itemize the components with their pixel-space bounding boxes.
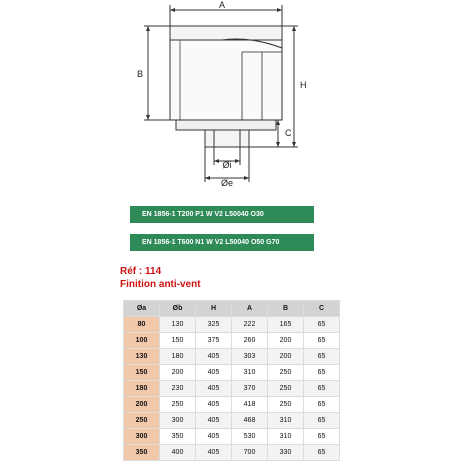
table-row bbox=[124, 333, 340, 349]
table-cell: 65 bbox=[304, 429, 340, 445]
table-cell: 303 bbox=[232, 349, 268, 365]
table-cell: 65 bbox=[304, 349, 340, 365]
table-cell: 200 bbox=[124, 397, 160, 413]
table-cell: 150 bbox=[124, 365, 160, 381]
table-cell: 230 bbox=[160, 381, 196, 397]
table-cell: 375 bbox=[196, 333, 232, 349]
table-cell: 65 bbox=[304, 333, 340, 349]
table-cell: 370 bbox=[232, 381, 268, 397]
table-cell: 250 bbox=[268, 397, 304, 413]
table-cell: 222 bbox=[232, 317, 268, 333]
column-header: Øb bbox=[160, 301, 196, 317]
reference-title: Réf : 114 bbox=[120, 266, 162, 277]
table-cell: 80 bbox=[124, 317, 160, 333]
table-cell: 310 bbox=[232, 365, 268, 381]
column-header: B bbox=[268, 301, 304, 317]
column-header: Øa bbox=[124, 301, 160, 317]
table-cell: 300 bbox=[124, 429, 160, 445]
table-cell: 405 bbox=[196, 445, 232, 461]
table-cell: 65 bbox=[304, 317, 340, 333]
dim-label-h: H bbox=[300, 80, 307, 90]
table-cell: 65 bbox=[304, 381, 340, 397]
table-cell: 405 bbox=[196, 365, 232, 381]
column-header: A bbox=[232, 301, 268, 317]
table-cell: 310 bbox=[268, 413, 304, 429]
table-cell: 350 bbox=[160, 429, 196, 445]
table-cell: 530 bbox=[232, 429, 268, 445]
technical-drawing bbox=[0, 0, 452, 200]
table-row bbox=[124, 429, 340, 445]
table-cell: 405 bbox=[196, 349, 232, 365]
table-cell: 405 bbox=[196, 429, 232, 445]
table-cell: 150 bbox=[160, 333, 196, 349]
table-cell: 250 bbox=[268, 365, 304, 381]
table-row bbox=[124, 381, 340, 397]
dim-label-a: A bbox=[218, 0, 226, 10]
cap-base bbox=[176, 120, 276, 130]
table-row bbox=[124, 365, 340, 381]
table-cell: 200 bbox=[268, 349, 304, 365]
arrowhead bbox=[170, 8, 175, 12]
table-cell: 330 bbox=[268, 445, 304, 461]
arrowhead bbox=[205, 176, 210, 180]
arrowhead bbox=[235, 159, 240, 163]
table-cell: 180 bbox=[124, 381, 160, 397]
table-cell: 405 bbox=[196, 381, 232, 397]
table-cell: 65 bbox=[304, 397, 340, 413]
table-cell: 468 bbox=[232, 413, 268, 429]
arrowhead bbox=[292, 26, 296, 31]
arrowhead bbox=[146, 26, 150, 31]
table-row bbox=[124, 445, 340, 461]
table-cell: 250 bbox=[268, 381, 304, 397]
table-cell: 250 bbox=[124, 413, 160, 429]
dim-label-b: B bbox=[136, 69, 144, 79]
table-cell: 65 bbox=[304, 413, 340, 429]
arrowhead bbox=[292, 142, 296, 147]
arrowhead bbox=[146, 115, 150, 120]
cap-top bbox=[170, 26, 282, 40]
table-cell: 418 bbox=[232, 397, 268, 413]
table-cell: 130 bbox=[124, 349, 160, 365]
table-cell: 180 bbox=[160, 349, 196, 365]
table-cell: 700 bbox=[232, 445, 268, 461]
table-row bbox=[124, 413, 340, 429]
table-cell: 300 bbox=[160, 413, 196, 429]
arrowhead bbox=[277, 8, 282, 12]
table-row bbox=[124, 397, 340, 413]
table-row bbox=[124, 349, 340, 365]
column-header: H bbox=[196, 301, 232, 317]
arrowhead bbox=[276, 142, 280, 147]
certification-band: EN 1856-1 T200 P1 W V2 L50040 O30 bbox=[130, 206, 314, 223]
table-header-row bbox=[124, 301, 340, 317]
table-cell: 200 bbox=[268, 333, 304, 349]
table-cell: 250 bbox=[160, 397, 196, 413]
table-row bbox=[124, 317, 340, 333]
table-cell: 65 bbox=[304, 365, 340, 381]
dimensions-table bbox=[123, 300, 340, 461]
table-cell: 260 bbox=[232, 333, 268, 349]
table-cell: 400 bbox=[160, 445, 196, 461]
table-cell: 310 bbox=[268, 429, 304, 445]
dim-label-oi: Øi bbox=[222, 160, 232, 170]
arrowhead bbox=[244, 176, 249, 180]
table-cell: 200 bbox=[160, 365, 196, 381]
certification-band: EN 1856-1 T600 N1 W V2 L50040 O50 G70 bbox=[130, 234, 314, 251]
dim-label-oe: Øe bbox=[220, 178, 234, 188]
table-cell: 165 bbox=[268, 317, 304, 333]
table-cell: 100 bbox=[124, 333, 160, 349]
table-cell: 130 bbox=[160, 317, 196, 333]
column-header: C bbox=[304, 301, 340, 317]
table-cell: 405 bbox=[196, 413, 232, 429]
table-cell: 65 bbox=[304, 445, 340, 461]
table-cell: 325 bbox=[196, 317, 232, 333]
dim-label-c: C bbox=[285, 128, 292, 138]
table-cell: 350 bbox=[124, 445, 160, 461]
table-cell: 405 bbox=[196, 397, 232, 413]
arrowhead bbox=[276, 120, 280, 125]
finition-title: Finition anti-vent bbox=[120, 279, 201, 290]
arrowhead bbox=[214, 159, 219, 163]
sleeve bbox=[205, 130, 249, 147]
